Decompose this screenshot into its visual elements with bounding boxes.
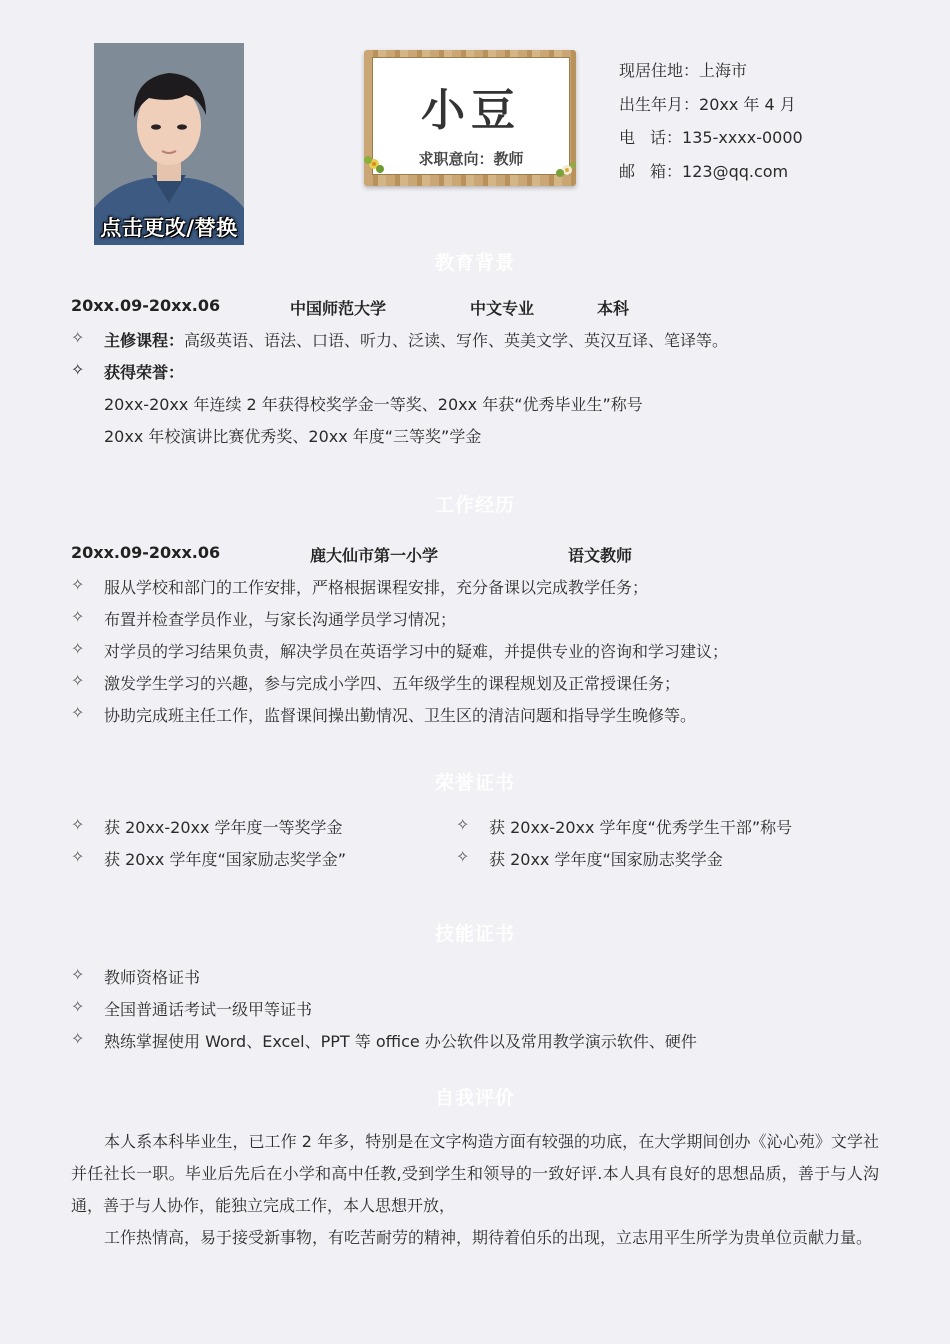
work-company[interactable]: 鹿大仙市第一小学	[310, 546, 439, 565]
bullet-icon: ✧	[71, 703, 85, 722]
contact-value[interactable]: 135-xxxx-0000	[682, 128, 803, 147]
edu-major[interactable]: 中文专业	[470, 299, 535, 318]
skill-item[interactable]: 熟练掌握使用 Word、Excel、PPT 等 office 办公软件以及常用教学演示软件、硬件	[104, 1032, 697, 1051]
courses-text: 高级英语、语法、口语、听力、泛读、写作、英美文学、英汉互译、笔译等。	[184, 331, 729, 350]
contact-label: 现居住地：	[619, 61, 700, 80]
name-card	[372, 57, 570, 175]
bullet-icon: ✧	[71, 360, 85, 379]
bullet-icon: ✧	[71, 815, 85, 834]
bullet-icon: ✧	[71, 639, 85, 658]
contact-info	[619, 54, 803, 188]
bullet-icon: ✧	[71, 328, 85, 347]
edu-school[interactable]: 中国师范大学	[290, 299, 387, 318]
section-title-work: 工作经历	[434, 494, 515, 516]
contact-value[interactable]: 20xx 年 4 月	[699, 94, 796, 114]
honor-item[interactable]: 获 20xx-20xx 学年度“优秀学生干部”称号	[489, 818, 793, 837]
bullet-icon: ✧	[71, 575, 85, 594]
section-title-honors: 荣誉证书	[434, 772, 515, 794]
edu-courses[interactable]	[104, 328, 728, 351]
contact-phone	[619, 121, 803, 155]
honors-label[interactable]: 获得荣誉：	[104, 363, 185, 382]
bullet-icon: ✧	[456, 815, 470, 834]
honor-item[interactable]: 获 20xx 学年度“国家励志奖学金	[489, 850, 723, 869]
edu-period[interactable]: 20xx.09-20xx.06	[71, 296, 221, 315]
edu-honor-line[interactable]: 20xx 年校演讲比赛优秀奖、20xx 年度“三等奖”学金	[104, 427, 482, 446]
contact-label: 话：	[650, 128, 683, 147]
contact-label: 电	[619, 128, 651, 147]
section-title-self-eval: 自我评价	[434, 1087, 515, 1109]
bullet-icon: ✧	[71, 847, 85, 866]
bullet-icon: ✧	[71, 607, 85, 626]
work-item[interactable]: 布置并检查学员作业，与家长沟通学员学习情况；	[104, 610, 457, 629]
work-position[interactable]: 语文教师	[568, 546, 633, 565]
flower-icon	[555, 158, 579, 182]
work-item[interactable]: 服从学校和部门的工作安排，严格根据课程安排，充分备课以完成教学任务；	[104, 578, 649, 597]
work-item[interactable]: 协助完成班主任工作，监督课间操出勤情况、卫生区的清洁问题和指导学生晚修等。	[104, 706, 697, 725]
honor-item[interactable]: 获 20xx-20xx 学年度一等奖学金	[104, 818, 343, 837]
bullet-icon: ✧	[71, 997, 85, 1016]
edu-degree[interactable]: 本科	[597, 299, 630, 318]
profile-photo[interactable]	[94, 43, 244, 245]
bullet-icon: ✧	[71, 1029, 85, 1048]
contact-address	[619, 54, 803, 88]
photo-caption[interactable]: 点击更改/替换	[100, 216, 238, 240]
bullet-icon: ✧	[71, 671, 85, 690]
contact-label: 出生年月：	[619, 94, 700, 114]
skill-item[interactable]: 全国普通话考试一级甲等证书	[104, 1000, 313, 1019]
bullet-icon: ✧	[456, 847, 470, 866]
job-intent[interactable]: 求职意向：教师	[418, 150, 524, 168]
edu-honor-line[interactable]: 20xx-20xx 年连续 2 年获得校奖学金一等奖、20xx 年获“优秀毕业生”称号	[104, 395, 643, 414]
skill-item[interactable]: 教师资格证书	[104, 968, 201, 987]
candidate-name[interactable]: 小豆	[421, 85, 521, 136]
contact-label: 箱：	[650, 161, 683, 181]
work-period[interactable]: 20xx.09-20xx.06	[71, 543, 221, 562]
bullet-icon: ✧	[71, 965, 85, 984]
section-title-skills: 技能证书	[434, 923, 515, 945]
contact-value[interactable]: 上海市	[699, 61, 748, 80]
work-item[interactable]: 激发学生学习的兴趣，参与完成小学四、五年级学生的课程规划及正常授课任务；	[104, 674, 681, 693]
courses-label: 主修课程：	[104, 331, 185, 350]
honor-item[interactable]: 获 20xx 学年度“国家励志奖学金”	[104, 850, 347, 869]
contact-value[interactable]: 123@qq.com	[682, 161, 789, 181]
self-eval-paragraph[interactable]: 本人系本科毕业生，已工作 2 年多，特别是在文字构造方面有较强的功底，在大学期间创办《沁心苑》文学社并任社长一职。毕业后先后在小学和高中任教,受到学生和领导的一致好评.本人具有良好的思想品质，善于与人沟通，善于与人协作，能独立完成工作，本人思想开放，	[71, 1132, 879, 1215]
contact-email	[619, 155, 803, 189]
flower-icon	[362, 152, 386, 176]
contact-birth	[619, 88, 803, 122]
section-title-education: 教育背景	[434, 252, 515, 274]
contact-label: 邮	[619, 161, 651, 181]
self-eval-paragraph[interactable]: 工作热情高，易于接受新事物，有吃苦耐劳的精神，期待着伯乐的出现，立志用平生所学为贵单位贡献力量。	[104, 1228, 873, 1247]
work-item[interactable]: 对学员的学习结果负责，解决学员在英语学习中的疑难，并提供专业的咨询和学习建议；	[104, 642, 729, 661]
name-board	[362, 48, 580, 190]
